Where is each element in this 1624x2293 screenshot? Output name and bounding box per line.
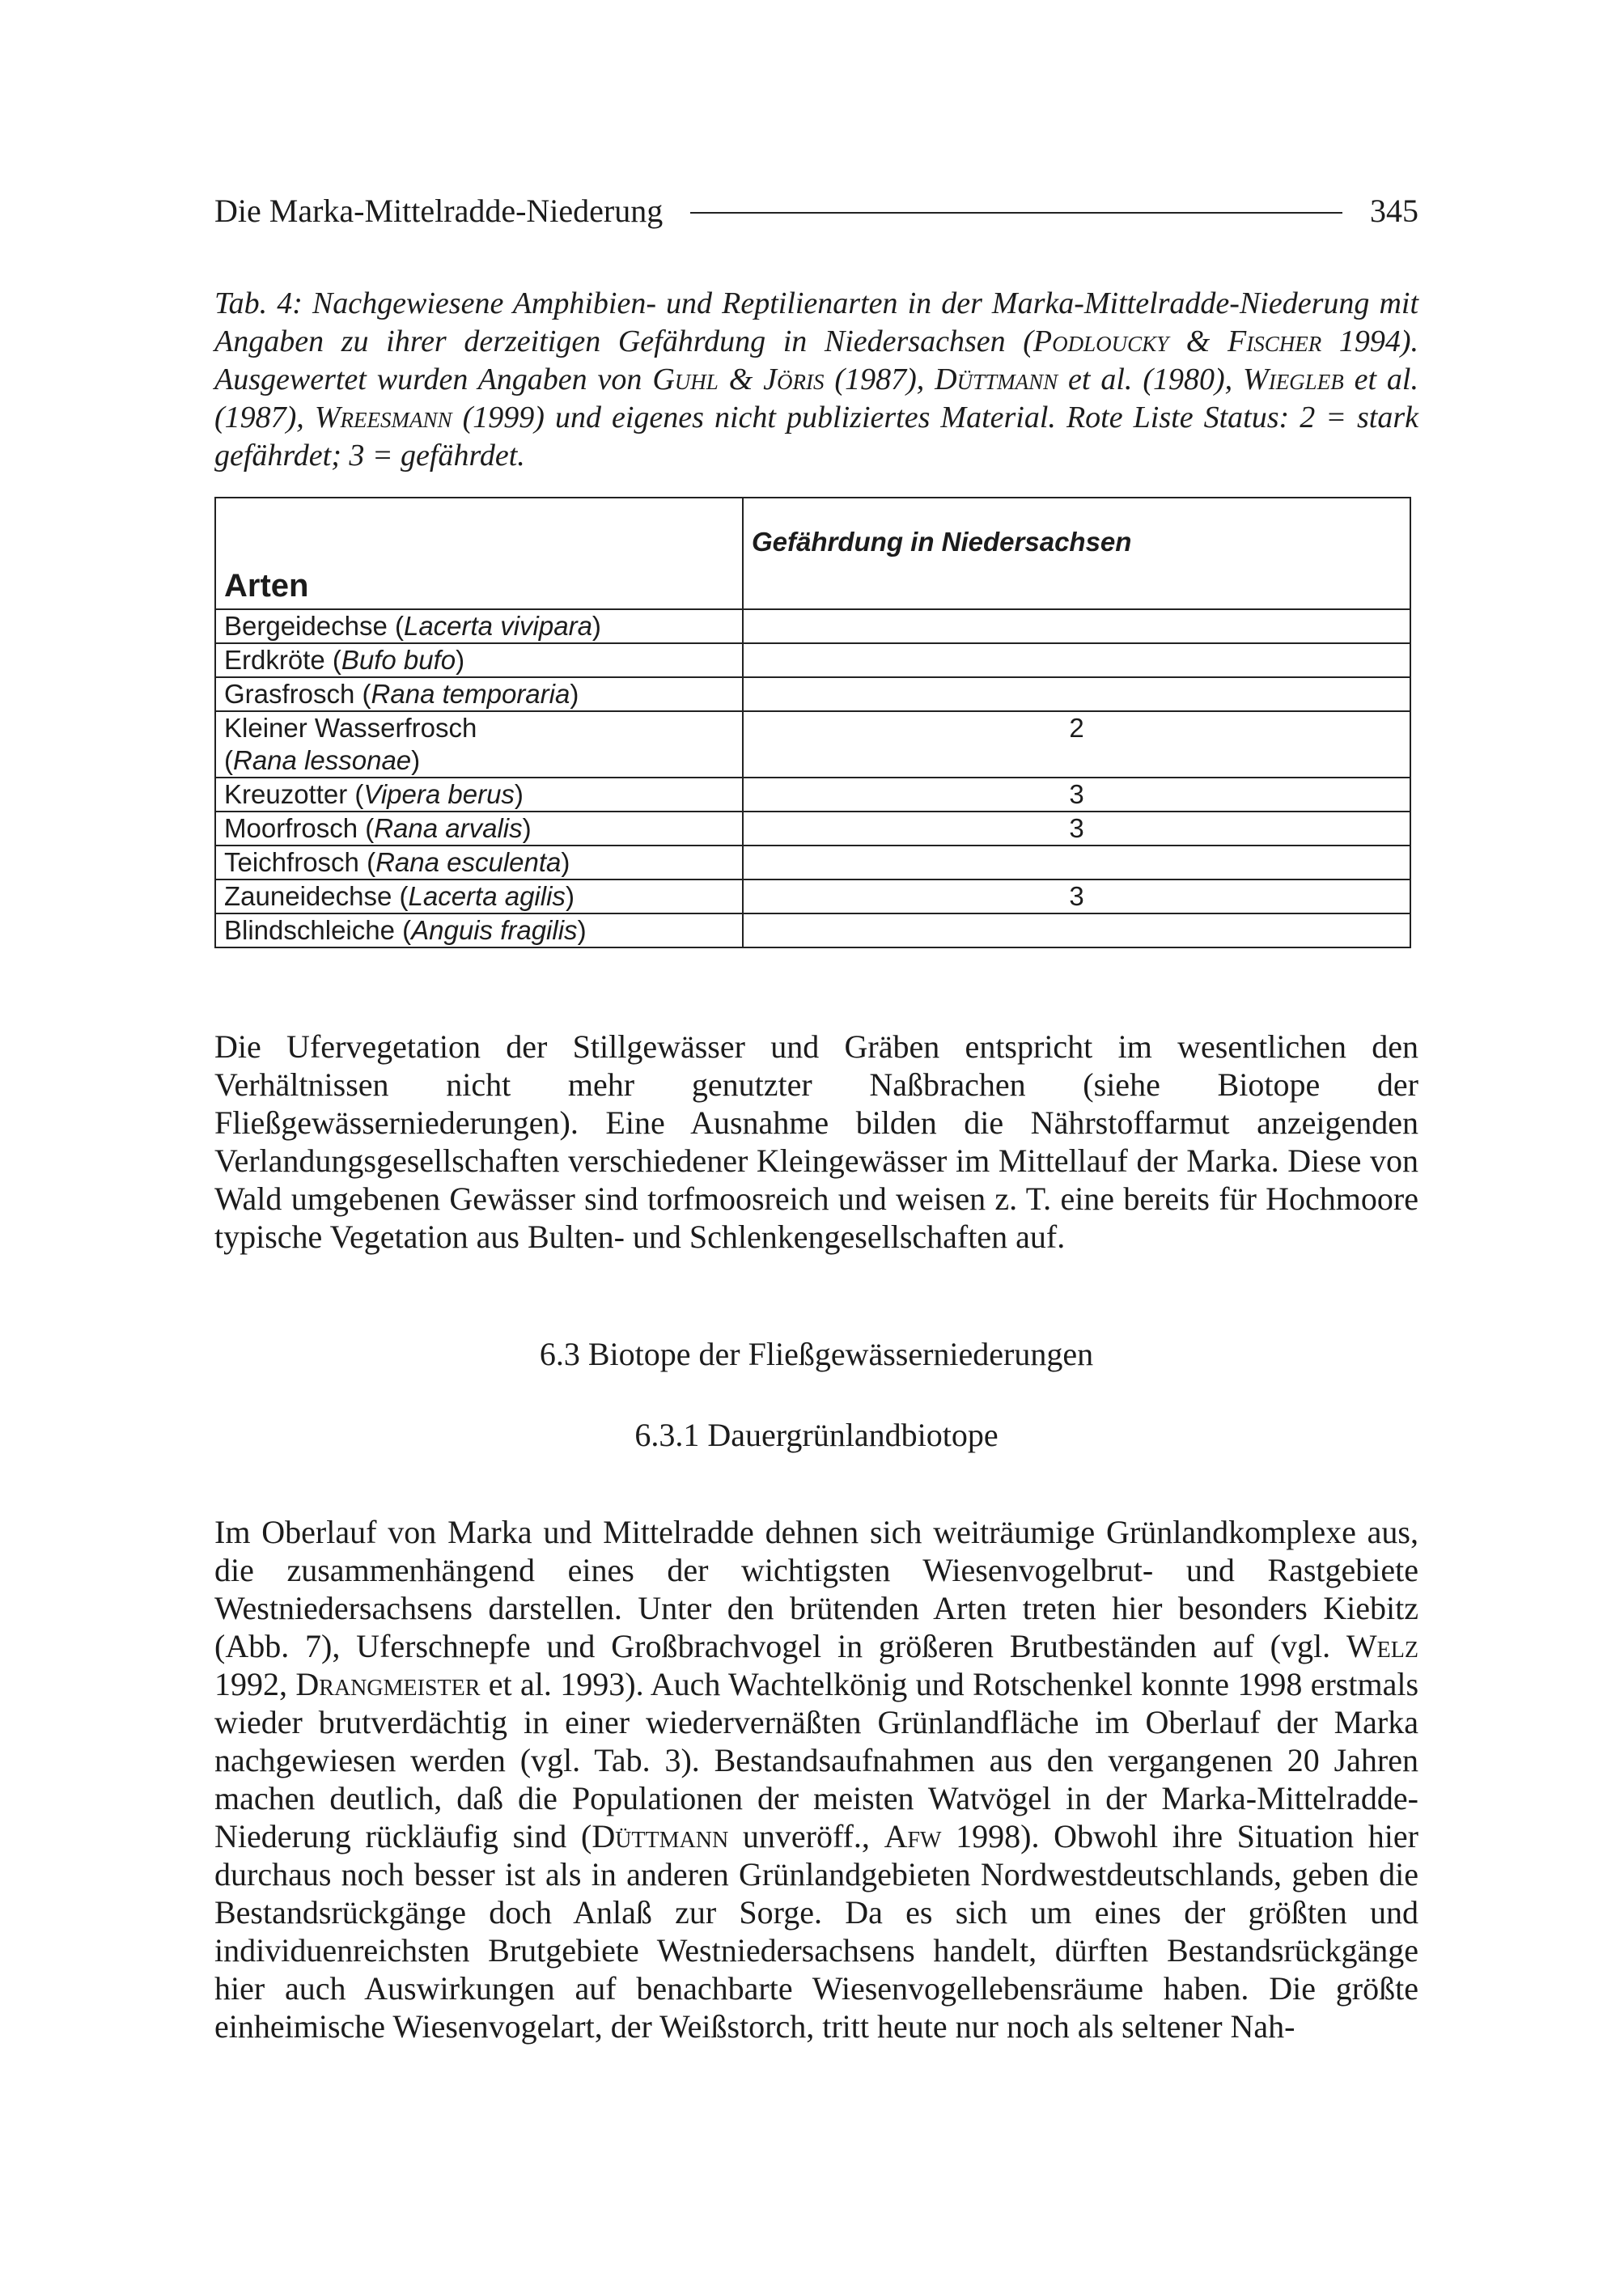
caption-text: 1994). Ausgewertet wurden Angaben von bbox=[214, 324, 1418, 396]
column-header-species: Arten bbox=[215, 498, 743, 609]
table-caption bbox=[214, 285, 1418, 475]
table-row bbox=[215, 778, 1410, 812]
table-header-row bbox=[215, 498, 1410, 609]
table-row bbox=[215, 677, 1410, 711]
status-cell bbox=[743, 643, 1410, 677]
table-row bbox=[215, 711, 1410, 778]
header-rule bbox=[690, 212, 1342, 214]
caption-text: Nachgewiesene Amphibien- und Reptilienarten in der Marka-Mittelradde-Niederung mit Angaben zu ihrer derzeitigen Gefährdung in Niedersachsen ( bbox=[214, 286, 1419, 358]
table-row bbox=[215, 812, 1410, 846]
caption-author: Wiegleb bbox=[1243, 362, 1344, 396]
table-row bbox=[215, 846, 1410, 879]
caption-author: Podloucky & Fischer bbox=[1032, 324, 1322, 358]
species-cell: Zauneidechse (Lacerta agilis) bbox=[215, 879, 743, 913]
status-cell: 3 bbox=[743, 778, 1410, 812]
citation-author: Afw bbox=[884, 1818, 942, 1854]
species-cell: Grasfrosch (Rana temporaria) bbox=[215, 677, 743, 711]
status-cell: 2 bbox=[743, 711, 1410, 778]
running-header bbox=[214, 188, 1418, 233]
citation-author: Düttmann bbox=[592, 1818, 729, 1854]
species-cell: Moorfrosch (Rana arvalis) bbox=[215, 812, 743, 846]
species-table bbox=[214, 497, 1411, 948]
caption-text: (1999) und eigenes nicht publiziertes Material. Rote Liste Status: 2 = stark gefährdet; 3 = gefährdet. bbox=[214, 401, 1418, 473]
table-row bbox=[215, 879, 1410, 913]
species-cell: Erdkröte (Bufo bufo) bbox=[215, 643, 743, 677]
caption-author: Wreesmann bbox=[314, 401, 452, 434]
species-cell: Blindschleiche (Anguis fragilis) bbox=[215, 913, 743, 947]
species-cell: Bergeidechse (Lacerta vivipara) bbox=[215, 609, 743, 643]
status-cell bbox=[743, 609, 1410, 643]
caption-author: Düttmann bbox=[935, 362, 1058, 396]
status-cell bbox=[743, 846, 1410, 879]
table-row bbox=[215, 643, 1410, 677]
species-cell: Teichfrosch (Rana esculenta) bbox=[215, 846, 743, 879]
status-cell: 3 bbox=[743, 812, 1410, 846]
status-cell bbox=[743, 913, 1410, 947]
caption-author: Guhl & Jöris bbox=[652, 362, 825, 396]
status-cell bbox=[743, 677, 1410, 711]
caption-label: Tab. 4: bbox=[214, 286, 303, 320]
column-header-status: Gefährdung in Niedersachsen bbox=[743, 498, 1410, 609]
species-cell: Kreuzotter (Vipera berus) bbox=[215, 778, 743, 812]
citation-author: Welz bbox=[1346, 1628, 1418, 1664]
table-row bbox=[215, 913, 1410, 947]
citation-author: Drangmeister bbox=[295, 1666, 481, 1702]
species-cell: Kleiner Wasserfrosch (Rana lessonae) bbox=[215, 711, 743, 778]
caption-text: (1987), bbox=[824, 362, 935, 396]
status-cell: 3 bbox=[743, 879, 1410, 913]
subsection-heading: 6.3.1 Dauergrünlandbiotope bbox=[634, 1417, 999, 1453]
caption-text: et al. (1987), bbox=[214, 362, 1418, 434]
caption-text: et al. (1980), bbox=[1058, 362, 1244, 396]
table-row bbox=[215, 609, 1410, 643]
body-paragraph-1: Die Ufervegetation der Stillgewässer und Gräben entspricht im wesentlichen den Verhältnissen nicht mehr genutzter Naßbrachen (siehe Biotope der Fließgewässerniederungen). Eine Ausnahme bilden die Nährstoffarmut anzeigenden Verlandungsgesellschaften verschiedener Kleingewässer im Mittellauf der Marka. Diese von Wald umgebenen Gewässer sind torfmoosreich und weisen z. T. eine bereits für Hochmoore typische Vegetation aus Bulten- und Schlenkengesellschaften auf. bbox=[214, 1028, 1418, 1255]
body-paragraph-2: Im Oberlauf von Marka und Mittelradde dehnen sich weiträumige Grünlandkomplexe aus, die zusammenhängend eines der wichtigsten Wiesenvogelbrut- und Rastgebiete Westniedersachsens darstellen. Unter den brütenden Arten treten hier besonders Kiebitz (Abb. 7), Uferschnepfe und Großbrachvogel in größeren Brutbeständen auf (vgl. Welz 1992, Drangmeister et al. 1993). Auch Wachtelkönig und Rotschenkel konnte 1998 erstmals wieder brutverdächtig in einer wiedervernäßten Grünlandfläche im Oberlauf der Marka nachgewiesen werden (vgl. Tab. 3). Bestandsaufnahmen aus den vergangenen 20 Jahren machen deutlich, daß die Populationen der meisten Watvögel in der Marka-Mittelradde-Niederung rückläufig sind (Düttmann unveröff., Afw 1998). Obwohl ihre Situation hier durchaus noch besser ist als in anderen Grünlandgebieten Nordwestdeutschlands, geben die Bestandsrückgänge doch Anlaß zur Sorge. Da es sich um eines der größten und individuenreichsten Brutgebiete Westniedersachsens handelt, dürften Bestandsrückgänge hier auch Auswirkungen auf benachbarte Wiesenvogellebensräume haben. Die größte einheimische Wiesenvogelart, der Weißstorch, tritt heute nur noch als seltener Nah- bbox=[214, 1514, 1419, 2045]
running-title: Die Marka-Mittelradde-Niederung bbox=[214, 192, 664, 229]
page-number: 345 bbox=[1370, 192, 1418, 229]
section-heading: 6.3 Biotope der Fließgewässerniederungen bbox=[539, 1336, 1094, 1372]
